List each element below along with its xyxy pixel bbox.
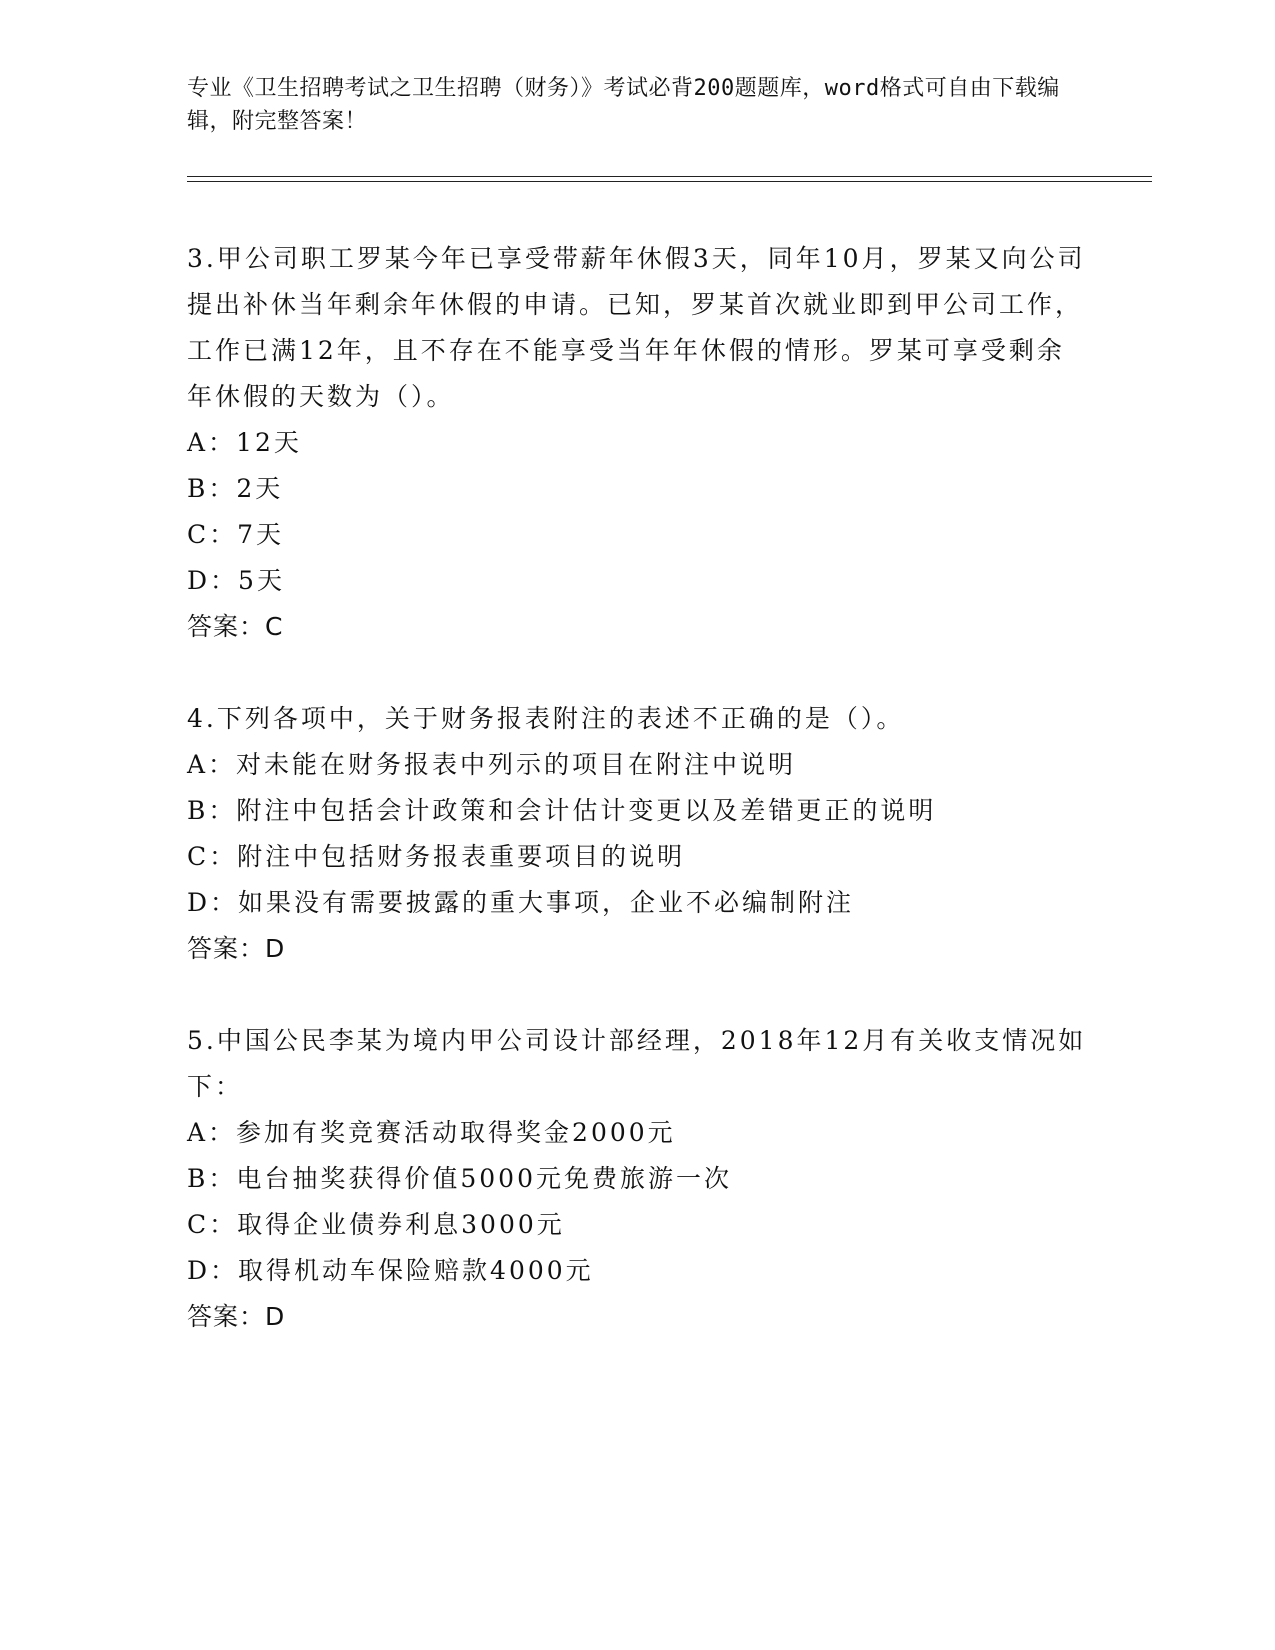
option-d: D：取得机动车保险赔款4000元 <box>187 1256 594 1285</box>
question-3 <box>187 236 1087 650</box>
option-d: D：5天 <box>187 566 285 595</box>
option-a: A：对未能在财务报表中列示的项目在附注中说明 <box>187 750 797 779</box>
option-c: C：附注中包括财务报表重要项目的说明 <box>187 842 686 871</box>
option-b: B：附注中包括会计政策和会计估计变更以及差错更正的说明 <box>187 796 937 825</box>
option-b: B：电台抽奖获得价值5000元免费旅游一次 <box>187 1164 732 1193</box>
answer-label: 答案：D <box>187 934 286 963</box>
question-stem: 4.下列各项中，关于财务报表附注的表述不正确的是（）。 <box>187 704 905 733</box>
option-a: A：12天 <box>187 428 302 457</box>
question-stem: 3.甲公司职工罗某今年已享受带薪年休假3天，同年10月，罗某又向公司提出补休当年剩余年休假的申请。已知，罗某首次就业即到甲公司工作，工作已满12年，且不存在不能享受当年年休假的情形。罗某可享受剩余年休假的天数为（）。 <box>187 244 1086 411</box>
header-divider-top <box>187 176 1152 177</box>
option-a: A：参加有奖竞赛活动取得奖金2000元 <box>187 1118 676 1147</box>
question-stem: 5.中国公民李某为境内甲公司设计部经理，2018年12月有关收支情况如下： <box>187 1026 1087 1101</box>
document-header: 专业《卫生招聘考试之卫生招聘（财务）》考试必背200题题库，word格式可自由下载编辑，附完整答案！ <box>187 76 1060 134</box>
answer-label: 答案：C <box>187 612 284 641</box>
option-c: C：7天 <box>187 520 285 549</box>
question-4 <box>187 696 1087 972</box>
header-divider-bottom <box>187 181 1152 182</box>
question-5 <box>187 1018 1087 1340</box>
answer-label: 答案：D <box>187 1302 286 1331</box>
option-c: C：取得企业债券利息3000元 <box>187 1210 565 1239</box>
question-list <box>187 236 1087 1386</box>
option-b: B：2天 <box>187 474 284 503</box>
option-d: D：如果没有需要披露的重大事项，企业不必编制附注 <box>187 888 855 917</box>
